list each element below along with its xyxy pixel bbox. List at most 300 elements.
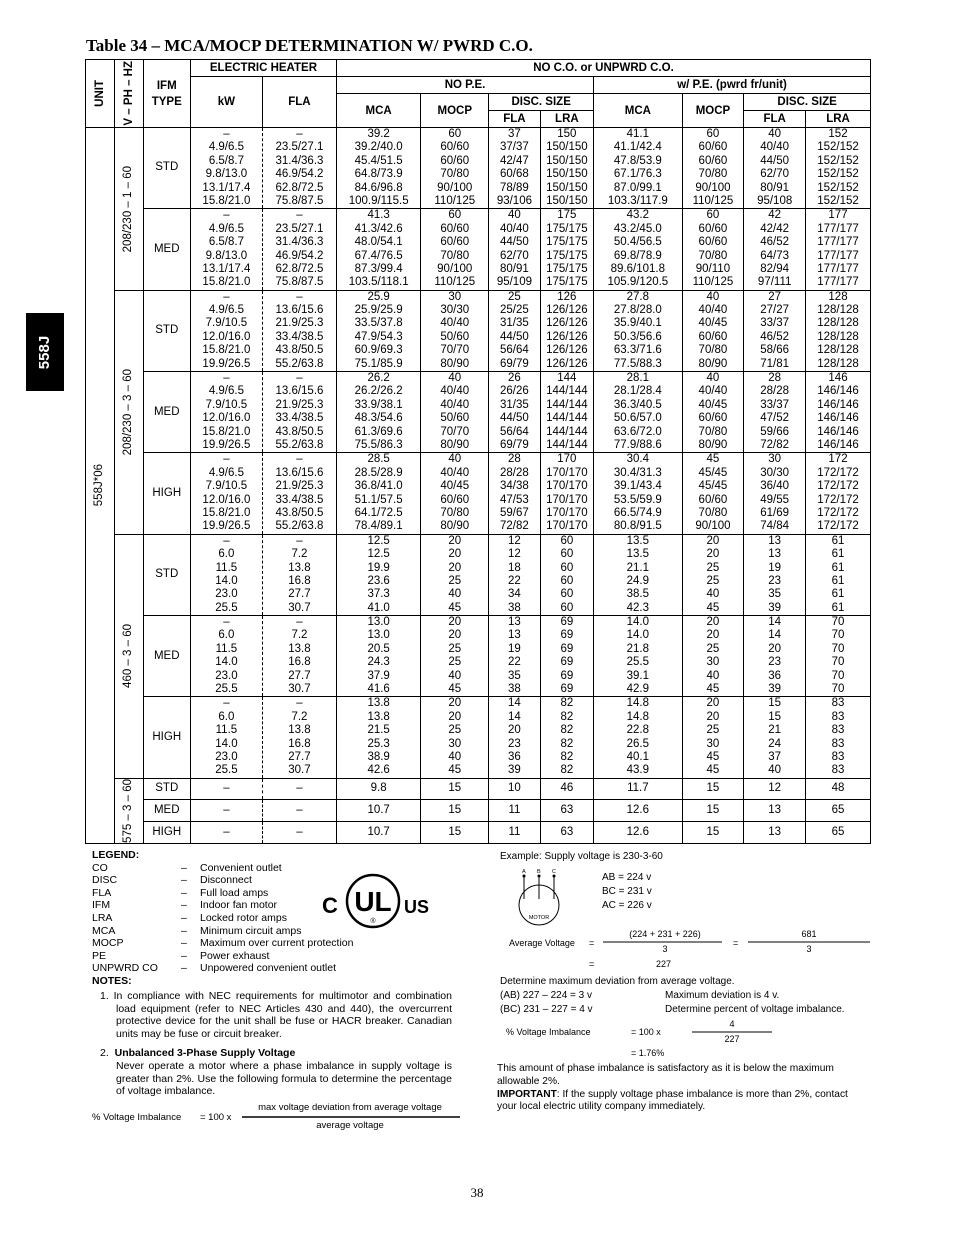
cell-value: 6.0: [218, 629, 235, 642]
cell-value: –: [223, 372, 230, 385]
cell-value: 60/60: [698, 412, 728, 425]
cell-value: 150/150: [546, 194, 588, 207]
cell-value: 110/125: [434, 276, 476, 289]
cell-value: 170/170: [546, 466, 588, 479]
cell-value: 12.0/16.0: [202, 493, 251, 506]
svg-text:max voltage deviation from ave: max voltage deviation from average voltage: [258, 1102, 442, 1113]
cell-value: 69: [560, 642, 574, 655]
cell-value: 78/89: [500, 181, 529, 194]
cell-value: 33.4/38.5: [275, 493, 324, 506]
example-conclusion: This amount of phase imbalance is satisfactory as it is below the maximum allowable 2%. IMPORTANT: If the supply voltage phase imbalance is more than 2%, contact your local electric utility company immediately.: [497, 1063, 848, 1113]
cell-value: 89.6/101.8: [610, 262, 666, 275]
cell-value: 50/60: [440, 412, 470, 425]
cell-value: 58/66: [760, 344, 790, 357]
table-row: [86, 778, 871, 800]
cell-dlra2: [806, 372, 871, 453]
cell-dfla1: [489, 697, 540, 778]
cell-fla: [262, 778, 336, 800]
cell-value: 90/100: [437, 181, 473, 194]
cell-value: 67.4/76.5: [354, 249, 403, 262]
cell-mocp2: [682, 372, 744, 453]
cell-value: 48.3/54.6: [354, 412, 403, 425]
cell-value: 12.5: [367, 534, 390, 547]
cell-dfla1: [489, 778, 540, 800]
cell-value: 27.7: [288, 588, 311, 601]
cell-value: 175/175: [546, 276, 588, 289]
cell-value: 30: [706, 656, 720, 669]
svg-text:BC = 231 v: BC = 231 v: [602, 886, 652, 897]
cell-value: 177/177: [817, 276, 859, 289]
cell-value: 20: [706, 548, 720, 561]
cell-value: 144/144: [546, 438, 588, 451]
cell-dlra2: [806, 822, 871, 844]
cell-value: 175/175: [546, 249, 588, 262]
cell-value: 46/52: [760, 330, 790, 343]
cell-value: 40: [448, 669, 462, 682]
cell-value: 37: [508, 128, 521, 140]
cell-value: 60: [706, 209, 720, 222]
cell-value: 50.3/56.6: [613, 330, 662, 343]
ifm-type-header: IFM TYPE: [143, 60, 190, 128]
cell-dfla1: [489, 453, 540, 534]
cell-value: 39: [768, 683, 782, 696]
cell-value: 13: [768, 804, 782, 817]
cell-kw: [190, 534, 262, 615]
cell-value: 9.8/13.0: [205, 168, 248, 181]
cell-value: 170/170: [546, 506, 588, 519]
cell-value: 70: [831, 669, 845, 682]
kw-header: kW: [190, 77, 262, 128]
cell-value: 60/68: [500, 168, 529, 181]
cell-value: 49/55: [760, 493, 790, 506]
cell-value: 23.5/27.1: [275, 141, 324, 154]
cell-value: 4.9/6.5: [208, 304, 244, 317]
cell-value: 60: [706, 128, 720, 140]
disc-size-header: DISC. SIZE: [744, 94, 871, 111]
cell-value: 177/177: [817, 262, 859, 275]
cell-value: 23.0: [215, 750, 238, 763]
cell-value: –: [223, 825, 230, 838]
cell-value: 105.9/120.5: [607, 276, 669, 289]
mca-header: MCA: [594, 94, 682, 128]
cell-value: 38.5: [626, 588, 650, 601]
side-tab: 558J: [26, 313, 64, 391]
cell-value: 110/125: [434, 194, 476, 207]
cell-value: 26/26: [500, 385, 529, 398]
cell-value: 152: [828, 128, 848, 140]
ifm-type-cell: STD: [143, 778, 190, 800]
cell-value: 128/128: [817, 344, 859, 357]
cell-value: 24.9: [626, 574, 650, 587]
cell-fla: [262, 290, 336, 371]
cell-value: 31/35: [500, 317, 529, 330]
cell-value: 42: [768, 209, 782, 222]
cell-value: 4.9/6.5: [208, 385, 244, 398]
cell-value: 20: [448, 548, 462, 561]
cell-value: 64/73: [760, 249, 790, 262]
cell-value: 59/66: [760, 425, 790, 438]
cell-value: 83: [831, 710, 845, 723]
notes: [100, 990, 452, 1105]
cell-value: 84.6/96.8: [354, 181, 403, 194]
cell-value: –: [223, 782, 230, 795]
cell-value: 144: [557, 372, 577, 385]
cell-value: 25: [706, 561, 720, 574]
cell-value: 7.9/10.5: [205, 398, 248, 411]
cell-value: 80/91: [760, 181, 790, 194]
cell-value: 175/175: [546, 262, 588, 275]
cell-value: 47.8/53.9: [613, 154, 662, 167]
cell-value: 75.1/85.9: [354, 357, 403, 370]
cell-value: 40/40: [440, 466, 470, 479]
svg-text:(AB) 227 – 224 = 3 v: (AB) 227 – 224 = 3 v: [500, 990, 593, 1001]
cell-fla: [262, 453, 336, 534]
cell-value: 126/126: [546, 304, 588, 317]
cell-mca1: [336, 453, 420, 534]
cell-value: 13.1/17.4: [202, 262, 251, 275]
voltage-cell: 208/230 – 3 – 60: [114, 290, 143, 534]
cell-value: 41.6: [367, 683, 390, 696]
cell-value: 30/30: [440, 304, 470, 317]
mocp-header: MOCP: [421, 94, 489, 128]
cell-value: 25: [448, 724, 462, 737]
cell-value: 33.9/38.1: [354, 398, 403, 411]
cell-dlra2: [806, 778, 871, 800]
cell-value: 11.7: [627, 782, 649, 795]
cell-value: 144/144: [546, 385, 588, 398]
page-title: Table 34 – MCA/MOCP DETERMINATION W/ PWRD C.O.: [86, 36, 533, 55]
cell-kw: [190, 453, 262, 534]
cell-value: –: [223, 290, 230, 303]
cell-value: 70: [831, 616, 845, 629]
cell-value: –: [296, 372, 303, 385]
cell-value: 24: [768, 737, 782, 750]
cell-value: 45: [706, 683, 720, 696]
cell-value: 14.8: [626, 697, 650, 710]
cell-value: 12: [508, 548, 521, 561]
cell-value: 24.3: [367, 656, 390, 669]
cell-fla: [262, 616, 336, 697]
ifm-type-cell: HIGH: [143, 453, 190, 534]
cell-value: 82: [560, 750, 574, 763]
cell-value: 70/80: [440, 506, 470, 519]
cell-value: 46.9/54.2: [275, 168, 324, 181]
cell-value: 40/40: [440, 385, 470, 398]
cell-value: 45: [448, 683, 462, 696]
cell-value: 93/106: [496, 194, 532, 207]
table-row: [86, 800, 871, 822]
cell-value: 15: [448, 804, 462, 817]
cell-value: 74/84: [760, 520, 790, 533]
cell-value: 63: [560, 804, 574, 817]
cell-value: 44/50: [760, 154, 790, 167]
cell-value: 152/152: [817, 168, 859, 181]
cell-dlra2: [806, 128, 871, 209]
cell-value: 75.8/87.5: [275, 276, 324, 289]
cell-value: 40: [706, 290, 720, 303]
cell-dlra1: [540, 800, 593, 822]
cell-value: 60/60: [698, 330, 728, 343]
cell-value: 77.9/88.6: [613, 438, 662, 451]
cell-value: 90/100: [437, 262, 473, 275]
cell-value: 45.4/51.5: [354, 154, 403, 167]
cell-value: 13.8: [367, 710, 390, 723]
cell-mca2: [594, 372, 682, 453]
cell-value: 69: [560, 616, 574, 629]
cell-dfla2: [744, 290, 806, 371]
table-row: [86, 822, 871, 844]
mca-mocp-table: [85, 59, 871, 844]
cell-value: 70/80: [698, 344, 728, 357]
cell-dfla2: [744, 209, 806, 290]
cell-value: 11: [508, 804, 521, 817]
cell-value: 13.8: [367, 697, 390, 710]
cell-value: 27: [768, 290, 782, 303]
cell-value: 13.6/15.6: [275, 304, 324, 317]
cell-dlra2: [806, 290, 871, 371]
table-row: [86, 290, 871, 371]
cell-value: 60/60: [698, 236, 728, 249]
cell-value: 23.6: [367, 574, 390, 587]
cell-dlra1: [540, 822, 593, 844]
cell-value: 83: [831, 724, 845, 737]
cell-value: 43.8/50.5: [275, 425, 324, 438]
cell-fla: [262, 209, 336, 290]
cell-value: 22: [508, 656, 521, 669]
cell-value: 41.3: [367, 209, 390, 222]
cell-value: 75.8/87.5: [275, 194, 324, 207]
cell-value: 27.7: [288, 750, 311, 763]
cell-value: 20: [448, 561, 462, 574]
cell-value: 30: [768, 453, 782, 466]
cell-value: 80/90: [698, 357, 728, 370]
cell-value: 13.6/15.6: [275, 466, 324, 479]
cell-value: 10.7: [367, 825, 390, 838]
cell-value: 41.3/42.6: [354, 222, 403, 235]
cell-value: 26.5: [626, 737, 650, 750]
cell-value: 146/146: [817, 398, 859, 411]
disc-fla-header: FLA: [489, 111, 540, 128]
cell-mocp1: [421, 128, 489, 209]
electric-heater-header: ELECTRIC HEATER: [190, 60, 336, 77]
cell-value: 14.0: [215, 737, 238, 750]
cell-mocp2: [682, 128, 744, 209]
cell-value: 41.1: [626, 128, 650, 140]
ul-listing-logo: [322, 869, 440, 929]
cell-value: 15.8/21.0: [202, 194, 251, 207]
cell-value: 14: [508, 710, 521, 723]
cell-value: 144/144: [546, 412, 588, 425]
cell-mca2: [594, 209, 682, 290]
mca-header: MCA: [336, 94, 420, 128]
cell-value: 82: [560, 710, 574, 723]
cell-value: 110/125: [692, 276, 734, 289]
cell-value: 70/70: [440, 425, 470, 438]
cell-mocp2: [682, 616, 744, 697]
cell-value: 126/126: [546, 317, 588, 330]
svg-text:3: 3: [662, 944, 668, 954]
cell-value: 75.5/86.3: [354, 438, 403, 451]
cell-value: 13: [768, 534, 782, 547]
cell-fla: [262, 128, 336, 209]
cell-value: 60/60: [440, 236, 470, 249]
cell-dfla2: [744, 453, 806, 534]
ifm-type-cell: STD: [143, 290, 190, 371]
cell-dlra1: [540, 697, 593, 778]
cell-value: –: [223, 534, 230, 547]
svg-text:681: 681: [801, 929, 817, 939]
cell-value: 103.5/118.1: [348, 276, 409, 289]
cell-value: 175: [557, 209, 577, 222]
cell-mca1: [336, 534, 420, 615]
cell-value: 20: [448, 697, 462, 710]
cell-value: 62/70: [500, 249, 529, 262]
vphhz-header: V – PH – HZ: [114, 60, 143, 128]
cell-value: 14: [768, 629, 782, 642]
cell-value: 15: [768, 697, 782, 710]
cell-value: 9.8: [370, 782, 387, 795]
cell-dfla2: [744, 128, 806, 209]
cell-value: 61: [831, 601, 845, 614]
cell-value: 69/79: [500, 357, 529, 370]
cell-value: 20.5: [367, 642, 390, 655]
cell-fla: [262, 372, 336, 453]
cell-value: 7.2: [291, 710, 308, 723]
cell-value: 35: [508, 669, 521, 682]
svg-text:% Voltage Imbalance: % Voltage Imbalance: [506, 1027, 591, 1037]
cell-value: 33/37: [760, 398, 790, 411]
cell-dfla1: [489, 800, 540, 822]
cell-value: 42.3: [626, 601, 650, 614]
cell-value: 20: [448, 534, 462, 547]
cell-value: 45: [706, 453, 720, 466]
cell-value: 16.8: [288, 656, 311, 669]
cell-value: 20: [448, 616, 462, 629]
cell-value: 25: [448, 656, 462, 669]
cell-value: 128/128: [817, 317, 859, 330]
cell-dlra1: [540, 534, 593, 615]
note-1: 1. In compliance with NEC requirements for multimotor and combination load equipment (refer to NEC Articles 430 and 440), the overcurrent protective device for the unit shall be fuse or HACR breaker. Canadian units may be fuse or circuit breaker.: [100, 990, 452, 1040]
cell-value: 146/146: [817, 425, 859, 438]
cell-value: 172/172: [817, 493, 859, 506]
cell-dfla2: [744, 697, 806, 778]
svg-text:B: B: [537, 869, 541, 875]
cell-value: 15.8/21.0: [202, 506, 251, 519]
cell-value: 4.9/6.5: [208, 222, 244, 235]
cell-value: 37.3: [367, 588, 390, 601]
cell-value: 40/40: [698, 304, 728, 317]
cell-value: 87.3/99.4: [354, 262, 403, 275]
cell-value: 15.8/21.0: [202, 344, 251, 357]
cell-value: 19.9/26.5: [202, 357, 251, 370]
cell-value: 15: [706, 804, 720, 817]
cell-value: 55.2/63.8: [275, 520, 324, 533]
cell-value: 18: [508, 561, 521, 574]
cell-value: –: [296, 453, 303, 466]
cell-value: 53.5/59.9: [613, 493, 662, 506]
cell-value: 37.9: [367, 669, 390, 682]
svg-text:Determine percent of voltage i: Determine percent of voltage imbalance.: [665, 1004, 845, 1015]
with-pe-header: w/ P.E. (pwrd fr/unit): [594, 77, 871, 94]
cell-value: 150/150: [546, 154, 588, 167]
cell-dlra2: [806, 616, 871, 697]
cell-dfla1: [489, 822, 540, 844]
cell-value: 7.9/10.5: [205, 317, 248, 330]
cell-value: 23.5/27.1: [275, 222, 324, 235]
cell-value: 47.9/54.3: [354, 330, 403, 343]
cell-value: 39.1: [626, 669, 650, 682]
cell-value: 60: [560, 534, 574, 547]
svg-text:= 100 x: = 100 x: [631, 1027, 661, 1037]
cell-dlra1: [540, 453, 593, 534]
cell-value: 26.2: [367, 372, 390, 385]
cell-value: 80/90: [440, 520, 470, 533]
cell-value: 30.7: [288, 764, 311, 777]
ifm-type-cell: STD: [143, 128, 190, 209]
cell-value: 95/108: [757, 194, 793, 207]
cell-value: 172/172: [817, 466, 859, 479]
cell-value: 38: [508, 683, 521, 696]
cell-kw: [190, 128, 262, 209]
cell-value: 65: [831, 804, 845, 817]
voltage-cell: 460 – 3 – 60: [114, 534, 143, 778]
cell-value: 152/152: [817, 194, 859, 207]
cell-value: 25: [448, 642, 462, 655]
cell-mocp1: [421, 778, 489, 800]
cell-value: 40/40: [760, 141, 790, 154]
cell-value: 45: [448, 764, 462, 777]
cell-dfla2: [744, 616, 806, 697]
cell-value: 19.9/26.5: [202, 438, 251, 451]
ul-us-mark: US: [404, 897, 430, 917]
cell-value: 60: [560, 601, 574, 614]
cell-dlra2: [806, 209, 871, 290]
cell-value: 27/27: [760, 304, 790, 317]
cell-value: 43.8/50.5: [275, 506, 324, 519]
cell-value: 25.5: [215, 764, 238, 777]
cell-value: –: [296, 128, 303, 140]
cell-value: 65: [831, 825, 845, 838]
cell-value: 9.8/13.0: [205, 249, 248, 262]
cell-value: 170/170: [546, 520, 588, 533]
svg-text:Maximum deviation is 4 v.: Maximum deviation is 4 v.: [665, 990, 780, 1001]
cell-value: 64.8/73.9: [354, 168, 403, 181]
table-row: [86, 697, 871, 778]
cell-value: 22: [508, 574, 521, 587]
cell-value: 55.2/63.8: [275, 438, 324, 451]
cell-value: 60/60: [698, 493, 728, 506]
cell-kw: [190, 697, 262, 778]
legend-item: MOCP – Maximum over current protection: [92, 937, 354, 950]
cell-value: 150/150: [546, 141, 588, 154]
cell-value: 6.0: [218, 548, 235, 561]
cell-value: 40: [768, 128, 782, 140]
cell-value: 13.1/17.4: [202, 181, 251, 194]
cell-value: 80/90: [698, 438, 728, 451]
cell-value: 25.5: [215, 601, 238, 614]
cell-value: 27.8/28.0: [613, 304, 662, 317]
ifm-type-cell: MED: [143, 372, 190, 453]
cell-value: 28.1/28.4: [613, 385, 662, 398]
svg-text:(224 + 231 + 226): (224 + 231 + 226): [629, 929, 701, 939]
cell-value: 4.9/6.5: [208, 141, 244, 154]
cell-value: 97/111: [757, 276, 792, 289]
cell-value: 38: [508, 601, 521, 614]
cell-value: 56/64: [500, 425, 529, 438]
cell-value: 70/80: [440, 168, 470, 181]
cell-value: 6.5/8.7: [208, 154, 244, 167]
cell-value: 12: [508, 534, 521, 547]
